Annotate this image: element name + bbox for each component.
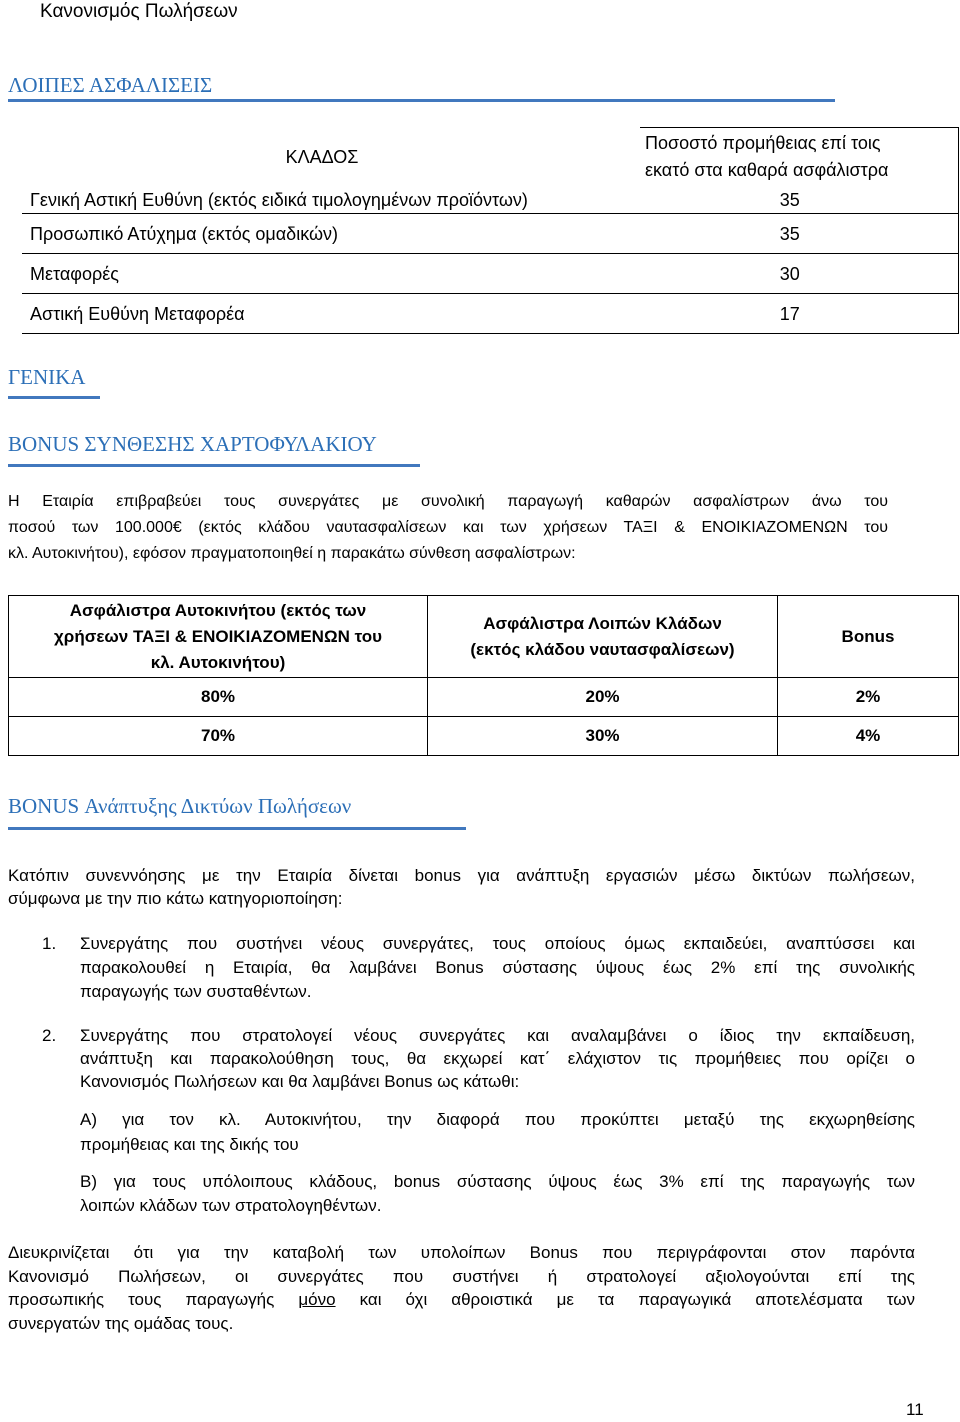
text-line: Συνεργάτης που συστήνει νέους συνεργάτες, τους οποίους όμως εκπαιδεύει, αναπτύσσει και — [80, 934, 915, 953]
bonus-cell: 4% — [778, 717, 959, 756]
list-item-number: 2. — [42, 1026, 57, 1045]
running-header-title: Κανονισμός Πωλήσεων — [40, 1, 238, 22]
table-row — [9, 717, 959, 756]
text-line: Β) για τους υπόλοιπους κλάδους, bonus σύστασης ύψους έως 3% επί της παραγωγής των — [80, 1172, 915, 1191]
commission-cell: 35 — [640, 214, 958, 254]
text-line — [8, 1288, 915, 1312]
branch-column-header: ΚΛΑΔΟΣ — [285, 147, 359, 167]
section-heading-network-bonus: BONUS Ανάπτυξης Δικτύων Πωλήσεων — [8, 794, 352, 818]
sub-item-a — [80, 1107, 915, 1157]
text-line: κλ. Αυτοκινήτου), εφόσον πραγματοποιηθεί η παρακάτω σύνθεση ασφαλίστρων: — [8, 545, 576, 562]
section-heading-portfolio-bonus: BONUS ΣΥΝΘΕΣΗΣ ΧΑΡΤΟΦΥΛΑΚΙΟΥ — [8, 432, 377, 456]
list-item-text — [80, 1024, 915, 1093]
commission-cell: 17 — [640, 294, 958, 334]
text-line: προμήθειας και της δικής του — [80, 1135, 299, 1154]
header-line: Ασφάλιστρα Λοιπών Κλάδων — [483, 613, 722, 633]
table-row — [9, 678, 959, 717]
other-share-cell: 20% — [428, 678, 778, 717]
other-share-cell: 30% — [428, 717, 778, 756]
header-line: (εκτός κλάδου ναυτασφαλίσεων) — [470, 639, 735, 659]
branch-cell: Γενική Αστική Ευθύνη (εκτός ειδικά τιμολογημένων προϊόντων) — [22, 187, 640, 214]
text-line: Α) για τον κλ. Αυτοκινήτου, την διαφορά που προκύπτει μεταξύ της εκχωρηθείσης — [80, 1110, 915, 1129]
list-item-text — [80, 932, 915, 1004]
text-segment: και όχι αθροιστικά με τα παραγωγικά αποτελέσματα των — [359, 1290, 915, 1309]
section-heading-general: ΓΕΝΙΚΑ — [8, 365, 86, 389]
text-segment: προσωπικής τους παραγωγής — [8, 1290, 275, 1309]
table-row — [22, 254, 958, 294]
heading-underline-rule — [8, 827, 466, 830]
network-bonus-intro — [8, 864, 915, 910]
commission-cell: 35 — [640, 187, 958, 214]
portfolio-bonus-paragraph — [8, 489, 888, 567]
list-item-number: 1. — [42, 934, 57, 953]
motor-share-cell: 70% — [9, 717, 428, 756]
commission-column-header — [640, 128, 958, 187]
heading-underline-rule — [8, 99, 835, 102]
other-branches-column-header — [428, 596, 778, 678]
header-line: χρήσεων ΤΑΞΙ & ΕΝΟΙΚΙΑΖΟΜΕΝΩΝ του — [54, 626, 382, 646]
text-line: Διευκρινίζεται ότι για την καταβολή των υπολοίπων Bonus που περιγράφονται στον παρόντα — [8, 1243, 915, 1262]
table-row — [22, 187, 958, 214]
text-line: Κανονισμός Πωλήσεων και θα λαμβάνει Bonus ως κάτωθι: — [80, 1072, 520, 1091]
text-line: συνεργατών της ομάδας τους. — [8, 1313, 234, 1333]
clarification-paragraph — [8, 1241, 915, 1335]
branch-cell: Αστική Ευθύνη Μεταφορέα — [22, 294, 640, 334]
text-line: Συνεργάτης που στρατολογεί νέους συνεργάτες και αναλαμβάνει ο ίδιος την εκπαίδευση, — [80, 1026, 915, 1045]
header-line: Ασφάλιστρα Αυτοκινήτου (εκτός των — [69, 600, 367, 620]
text-line: Η Εταιρία επιβραβεύει τους συνεργάτες με συνολική παραγωγή καθαρών ασφαλίστρων άνω του — [8, 493, 888, 510]
text-line: ποσού των 100.000€ (εκτός κλάδου ναυτασφαλίσεων και των χρήσεων ΤΑΞΙ & ΕΝΟΙΚΙΑΖΟΜΕΝΩΝ του — [8, 519, 888, 536]
commission-table-header-row — [22, 128, 958, 187]
text-line: σύμφωνα με την πιο κάτω κατηγοριοποίηση: — [8, 889, 343, 908]
text-line: παραγωγής των συσταθέντων. — [80, 982, 312, 1001]
header-line: κλ. Αυτοκινήτου) — [150, 652, 286, 672]
page-number: 11 — [906, 1400, 924, 1419]
emphasized-word: μόνο — [298, 1290, 336, 1309]
text-line: λοιπών κλάδων των στρατολογηθέντων. — [80, 1196, 382, 1215]
text-line: ανάπτυξη και παρακολούθηση τους, θα εκχωρεί κατ΄ ελάχιστον τις προμήθειες που ορίζει ο — [80, 1049, 915, 1068]
table-row — [22, 214, 958, 254]
text-line: Κανονισμό Πωλήσεων, οι συνεργάτες που συστήνει ή στρατολογεί αξιολογούνται επί της — [8, 1266, 915, 1286]
text-line: παρακολουθεί η Εταιρία, θα λαμβάνει Bonus σύστασης ύψους έως 2% επί της συνολικής — [80, 958, 915, 977]
branch-cell: Μεταφορές — [22, 254, 640, 294]
heading-underline-rule — [8, 464, 420, 467]
text-line: Κατόπιν συνεννόησης με την Εταιρία δίνεται bonus για ανάπτυξη εργασιών μέσω δικτύων πωλήσεων, — [8, 866, 915, 885]
sub-item-b — [80, 1170, 915, 1218]
bonus-cell: 2% — [778, 678, 959, 717]
portfolio-bonus-table — [8, 595, 959, 756]
commission-table — [22, 127, 959, 334]
heading-underline-rule — [8, 396, 100, 399]
motor-share-cell: 80% — [9, 678, 428, 717]
branch-cell: Προσωπικό Ατύχημα (εκτός ομαδικών) — [22, 214, 640, 254]
bonus-column-header: Bonus — [778, 596, 959, 678]
section-heading-other-insurance: ΛΟΙΠΕΣ ΑΣΦΑΛΙΣΕΙΣ — [8, 73, 213, 97]
commission-header-line: Ποσοστό προμήθειας επί τοις — [645, 133, 881, 154]
portfolio-bonus-table-header-row — [9, 596, 959, 678]
commission-header-line: εκατό στα καθαρά ασφάλιστρα — [645, 160, 889, 181]
motor-premiums-column-header — [9, 596, 428, 678]
table-row — [22, 294, 958, 334]
commission-cell: 30 — [640, 254, 958, 294]
